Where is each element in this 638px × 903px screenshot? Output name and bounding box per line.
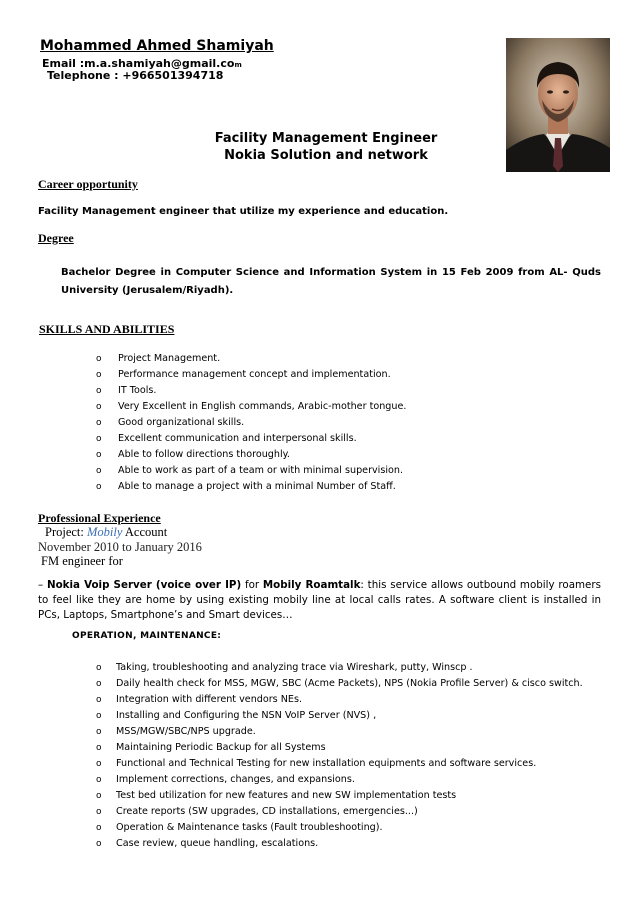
project-company: Mobily: [87, 525, 123, 539]
project-suffix: Account: [124, 525, 168, 539]
task-text: Test bed utilization for new features and new SW implementation tests: [116, 790, 457, 801]
task-text: Integration with different vendors NEs.: [116, 694, 303, 705]
skill-text: Able to manage a project with a minimal Number of Staff.: [118, 481, 396, 492]
description-dash: –: [38, 579, 44, 591]
email-text-tail: m: [234, 61, 242, 69]
description-product: Nokia Voip Server (voice over IP): [46, 579, 242, 591]
task-text: Create reports (SW upgrades, CD installations, emergencies...): [116, 806, 418, 817]
bullet-icon: o: [96, 823, 102, 833]
task-text: Taking, troubleshooting and analyzing trace via Wireshark, putty, Winscp .: [116, 662, 473, 673]
task-text: Maintaining Periodic Backup for all Systems: [116, 742, 326, 753]
career-text: Facility Management engineer that utilize my experience and education.: [38, 206, 449, 217]
bullet-icon: o: [96, 663, 102, 673]
project-description: [38, 578, 601, 623]
degree-heading: Degree: [38, 231, 74, 245]
skill-text: Good organizational skills.: [118, 417, 245, 428]
operation-heading: OPERATION, MAINTENANCE:: [72, 631, 222, 641]
bullet-icon: o: [96, 418, 102, 428]
bullet-icon: o: [96, 386, 102, 396]
task-text: Installing and Configuring the NSN VoIP Server (NVS) ,: [116, 710, 377, 721]
skill-text: Project Management.: [118, 353, 221, 364]
bullet-icon: o: [96, 743, 102, 753]
bullet-icon: o: [96, 370, 102, 380]
bullet-icon: o: [96, 839, 102, 849]
task-text: Operation & Maintenance tasks (Fault troubleshooting).: [116, 822, 383, 833]
skill-text: Able to work as part of a team or with minimal supervision.: [118, 465, 404, 476]
bullet-icon: o: [96, 466, 102, 476]
project-line: [45, 525, 167, 540]
company-title: Nokia Solution and network: [224, 148, 428, 163]
telephone-line: Telephone : +966501394718: [47, 69, 224, 82]
description-for: for: [241, 579, 263, 591]
experience-dates: November 2010 to January 2016: [38, 540, 202, 554]
description-rest: : this service allows outbound mobily roamers to feel like they are home by using existing mobily line at local calls rates. A software client is installed in PCs, Laptops, Smartphone’s and Smart devices…: [38, 579, 601, 621]
bullet-icon: o: [96, 482, 102, 492]
degree-text: Bachelor Degree in Computer Science and Information System in 15 Feb 2009 from AL- Quds University (Jerusalem/Riyadh).: [61, 267, 601, 296]
bullet-icon: o: [96, 711, 102, 721]
bullet-icon: o: [96, 791, 102, 801]
skill-text: Excellent communication and interpersonal skills.: [118, 433, 357, 444]
bullet-icon: o: [96, 354, 102, 364]
skill-text: Able to follow directions thoroughly.: [118, 449, 290, 460]
bullet-icon: o: [96, 775, 102, 785]
bullet-icon: o: [96, 759, 102, 769]
job-title: Facility Management Engineer: [214, 131, 438, 146]
bullet-icon: o: [96, 807, 102, 817]
skill-text: Very Excellent in English commands, Arabic-mother tongue.: [118, 401, 407, 412]
bullet-icon: o: [96, 679, 102, 689]
experience-heading: Professional Experience: [38, 511, 161, 525]
email-text: Email :m.a.shamiyah@gmail.co: [42, 57, 235, 70]
bullet-icon: o: [96, 727, 102, 737]
task-text: MSS/MGW/SBC/NPS upgrade.: [116, 726, 256, 737]
skill-text: Performance management concept and implementation.: [118, 369, 391, 380]
bullet-icon: o: [96, 434, 102, 444]
task-text: Daily health check for MSS, MGW, SBC (Acme Packets), NPS (Nokia Profile Server) & cisco switch.: [116, 678, 583, 689]
bullet-icon: o: [96, 402, 102, 412]
task-text: Case review, queue handling, escalations.: [116, 838, 319, 849]
skills-heading: SKILLS AND ABILITIES: [39, 322, 175, 336]
skill-text: IT Tools.: [118, 385, 157, 396]
bullet-icon: o: [96, 695, 102, 705]
experience-role: FM engineer for: [41, 554, 123, 568]
description-service: Mobily Roamtalk: [262, 579, 361, 591]
project-label: Project:: [45, 525, 84, 539]
task-text: Functional and Technical Testing for new installation equipments and software services.: [116, 758, 537, 769]
task-text: Implement corrections, changes, and expansions.: [116, 774, 355, 785]
bullet-icon: o: [96, 450, 102, 460]
candidate-name: Mohammed Ahmed Shamiyah: [40, 38, 274, 54]
career-heading: Career opportunity: [38, 177, 138, 191]
